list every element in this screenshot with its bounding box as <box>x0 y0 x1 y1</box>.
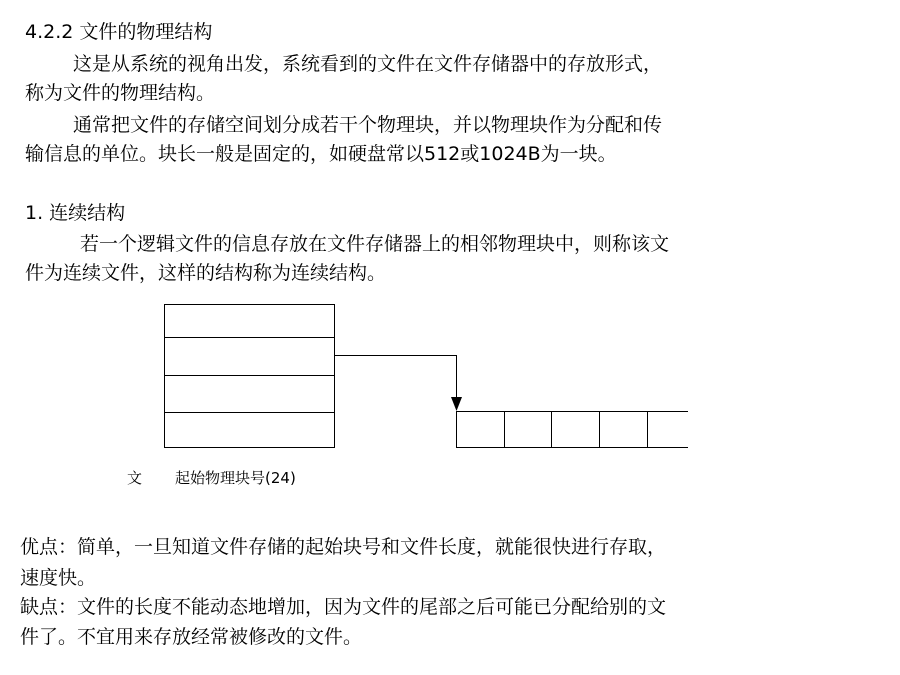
cons-line1: 缺点：文件的长度不能动态地增加，因为文件的尾部之后可能已分配给别的文 <box>20 596 667 618</box>
directory-row <box>165 338 335 376</box>
section-para2-line2: 输信息的单位。块长一般是固定的，如硬盘常以512或1024B为一块。 <box>25 143 617 165</box>
pros-line2: 速度快。 <box>20 567 97 589</box>
physical-block-continuation <box>648 412 689 448</box>
physical-block <box>600 412 648 448</box>
directory-row <box>165 376 335 413</box>
physical-block <box>552 412 600 448</box>
subsection-para-line2: 件为连续文件，这样的结构称为连续结构。 <box>25 262 387 284</box>
physical-block <box>505 412 552 448</box>
subsection-para-line1: 若一个逻辑文件的信息存放在文件存储器上的相邻物理块中，则称该文 <box>80 233 670 255</box>
physical-block <box>457 412 505 448</box>
cons-line2: 件了。不宜用来存放经常被修改的文件。 <box>20 626 363 648</box>
directory-row <box>165 413 335 448</box>
arrow-head <box>451 397 462 411</box>
directory-row <box>165 305 335 338</box>
section-para1-line2: 称为文件的物理结构。 <box>25 82 216 104</box>
section-heading: 4.2.2 文件的物理结构 <box>25 21 213 43</box>
section-para2-line1: 通常把文件的存储空间划分成若干个物理块，并以物理块作为分配和传 <box>73 114 663 136</box>
diagram-caption-right: 起始物理块号(24) <box>175 469 296 487</box>
diagram-caption-left: 文 <box>127 469 143 487</box>
section-para1-line1: 这是从系统的视角出发，系统看到的文件在文件存储器中的存放形式， <box>73 53 663 75</box>
physical-blocks <box>457 412 689 448</box>
pros-line1: 优点：简单，一旦知道文件存储的起始块号和文件长度，就能很快进行存取， <box>20 536 667 558</box>
subsection-heading: 1. 连续结构 <box>25 202 126 224</box>
pointer-arrow <box>335 356 457 402</box>
file-directory-table <box>165 305 335 448</box>
